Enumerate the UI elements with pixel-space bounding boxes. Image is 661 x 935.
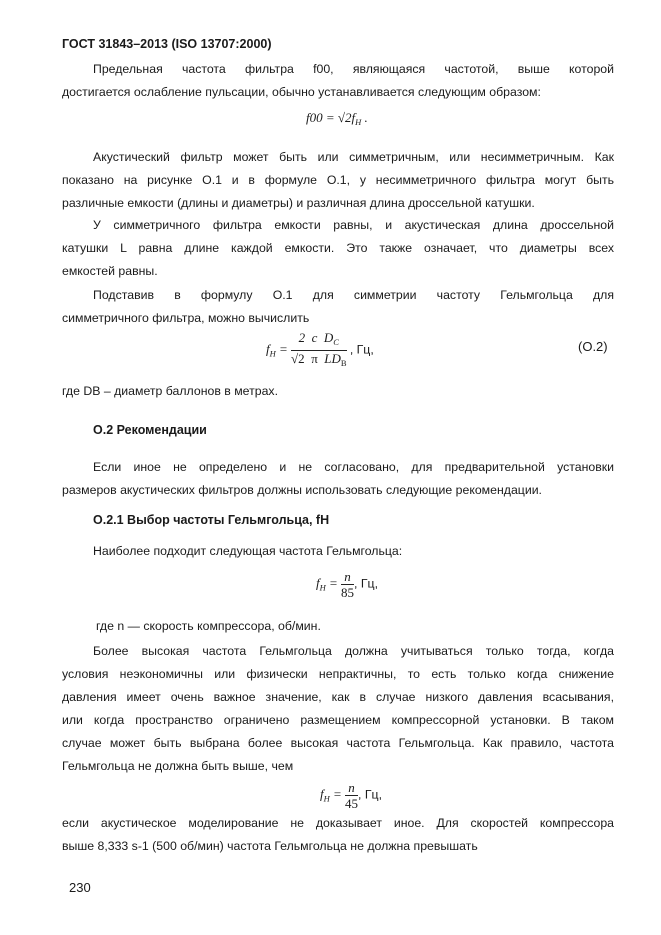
document-header: ГОСТ 31843–2013 (ISO 13707:2000) xyxy=(62,37,272,51)
text-line: достигается ослабление пульсации, обычно устанавливается следующим образом: xyxy=(62,85,541,99)
text-line: емкостей равны. xyxy=(62,264,158,278)
text-line: или когда пространство ограничено размещением компрессорной установки. В таком xyxy=(62,713,614,727)
eq-num-d: D xyxy=(323,330,334,345)
paragraph-acoustic-modeling xyxy=(62,812,614,858)
eq-lhs: f00 xyxy=(306,110,323,125)
eq-rhs: = √2f xyxy=(325,110,356,125)
eq-lhs-sub: H xyxy=(323,793,330,804)
eq-tail: . xyxy=(364,110,368,125)
eq-unit: , Гц, xyxy=(349,342,374,357)
eq-lhs-sub: H xyxy=(319,582,326,593)
eq-numerator xyxy=(291,330,347,351)
eq-lhs: f xyxy=(320,786,324,802)
text-line: катушки L равна длине каждой емкости. Это также означает, что диаметры всех xyxy=(62,241,614,255)
equation-cutoff xyxy=(306,110,368,127)
equation-helmholtz-85 xyxy=(316,569,378,600)
eq-equals: = xyxy=(279,341,288,357)
eq-lhs-sub: H xyxy=(269,348,276,359)
eq-den-ld-sub: B xyxy=(340,358,347,368)
eq-unit: , Гц, xyxy=(358,787,382,802)
text-line: симметричного фильтра, можно вычислить xyxy=(62,311,310,325)
eq-equals: = xyxy=(329,575,338,591)
text-line: различные емкости (длины и диаметры) и различная длина дроссельной катушки. xyxy=(62,196,535,210)
text-line: выше 8,333 s-1 (500 об/мин) частота Гельмгольца не должна превышать xyxy=(62,839,478,853)
eq-num-d-sub: C xyxy=(333,337,339,347)
text-line: условия неэкономичны или физически непрактичны, то есть только когда снижение xyxy=(62,667,614,681)
paragraph-substitute xyxy=(62,284,614,330)
equation-o2 xyxy=(266,330,374,371)
eq-lhs: f xyxy=(266,341,270,357)
paragraph-helmholtz-intro: Наиболее подходит следующая частота Гельмгольца: xyxy=(93,544,403,558)
eq-fraction xyxy=(341,569,354,600)
eq-denominator xyxy=(291,351,347,371)
eq-denominator: 45 xyxy=(345,796,359,811)
text-line: Более высокая частота Гельмгольца должна учитываться только тогда, когда xyxy=(93,644,614,658)
paragraph-cutoff-frequency xyxy=(62,58,614,104)
page-number: 230 xyxy=(69,880,91,895)
text-line: давления имеет очень важное значение, как в случае низкого давления всасывания, xyxy=(62,690,614,704)
text-line: случае может быть выбрана более высокая частота Гельмгольца. Как правило, частота xyxy=(62,736,614,750)
eq-fraction xyxy=(345,780,358,811)
paragraph-symmetric-filter xyxy=(62,214,614,283)
eq-num-2: 2 xyxy=(298,330,306,345)
eq-numerator: n xyxy=(341,569,354,585)
eq-denominator: 85 xyxy=(341,585,355,600)
text-line: размеров акустических фильтров должны использовать следующие рекомендации. xyxy=(62,483,542,497)
eq-den-sqrt: √2 xyxy=(291,351,305,366)
text-line: если акустическое моделирование не доказывает иное. Для скоростей компрессора xyxy=(62,816,614,830)
eq-sub: H xyxy=(355,117,362,127)
section-heading-o2: О.2 Рекомендации xyxy=(93,423,207,437)
eq-fraction xyxy=(291,330,347,371)
eq-lhs: f xyxy=(316,575,320,591)
text-line: Предельная частота фильтра f00, являющаяся частотой, выше которой xyxy=(93,62,614,76)
text-line: Акустический фильтр может быть или симметричным, или несимметричным. Как xyxy=(93,150,614,164)
text-line: показано на рисунке О.1 и в формуле О.1, у несимметричного фильтра могут быть xyxy=(62,173,614,187)
text-line: Если иное не определено и не согласовано, для предварительной установки xyxy=(93,460,614,474)
where-speed: где n — скорость компрессора, об/мин. xyxy=(96,619,321,633)
eq-den-ld: LD xyxy=(324,351,341,366)
equation-helmholtz-45 xyxy=(320,780,382,811)
paragraph-recommendations xyxy=(62,456,614,502)
section-heading-o21: О.2.1 Выбор частоты Гельмгольца, fH xyxy=(93,513,330,527)
paragraph-filter-types xyxy=(62,146,614,215)
eq-numerator: n xyxy=(345,780,358,796)
text-line: Подставив в формулу О.1 для симметрии частоту Гельмгольца для xyxy=(93,288,614,302)
text-line: Гельмгольца не должна быть выше, чем xyxy=(62,759,294,773)
eq-den-pi: π xyxy=(311,351,318,366)
eq-num-c: c xyxy=(311,330,318,345)
text-line: У симметричного фильтра емкости равны, и акустическая длина дроссельной xyxy=(93,218,614,232)
equation-number: (О.2) xyxy=(578,339,608,354)
eq-equals: = xyxy=(333,786,342,802)
where-diameter: где DB – диаметр баллонов в метрах. xyxy=(62,384,278,398)
paragraph-higher-frequency xyxy=(62,640,614,778)
eq-unit: , Гц, xyxy=(354,576,378,591)
